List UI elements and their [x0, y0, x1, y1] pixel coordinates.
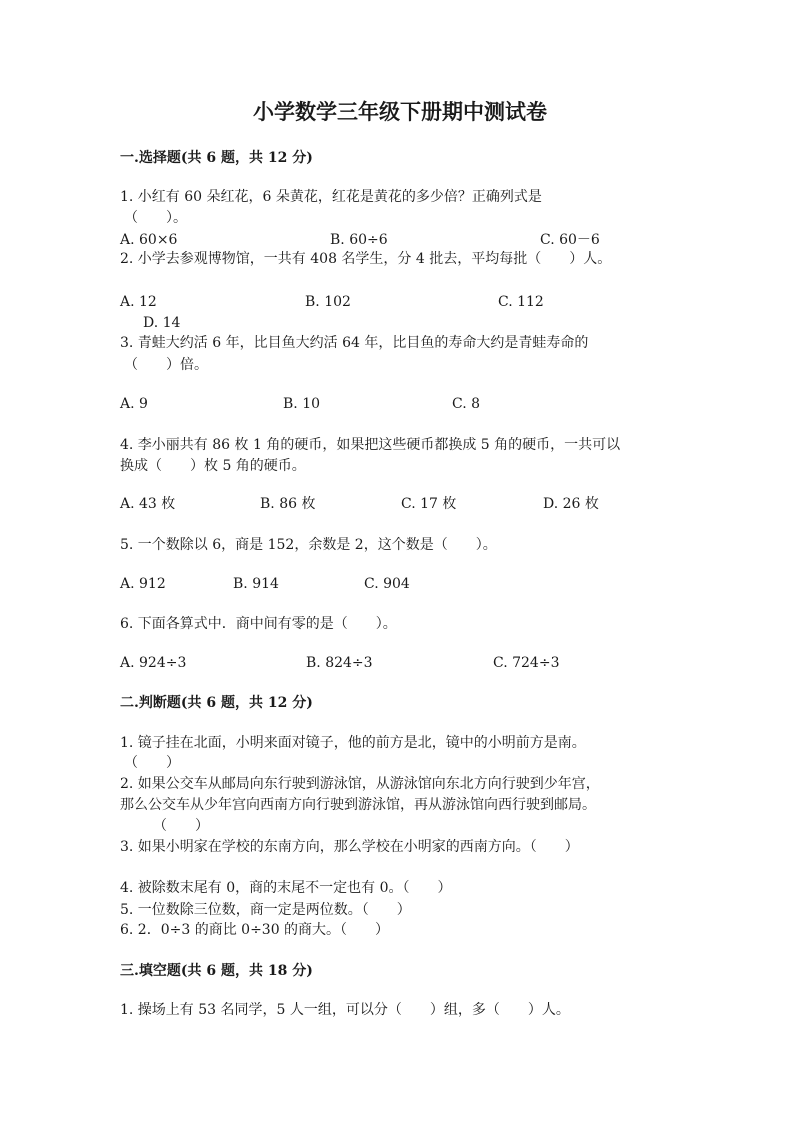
question-line: 3. 如果小明家在学校的东南方向，那么学校在小明家的西南方向。（ ） — [120, 839, 579, 855]
section-heading-choice: 一.选择题(共 6 题，共 12 分) — [120, 150, 313, 166]
question-line: 那么公交车从少年宫向西南方向行驶到游泳馆，再从游泳馆向西行驶到邮局。 — [120, 797, 596, 813]
question-line: 1. 操场上有 53 名同学，5 人一组，可以分（ ）组，多（ ）人。 — [120, 1002, 570, 1018]
option-a: A. 43 枚 — [120, 496, 176, 512]
option-b: B. 60÷6 — [330, 232, 388, 248]
option-a: A. 9 — [120, 396, 148, 412]
page-title: 小学数学三年级下册期中测试卷 — [253, 99, 547, 124]
option-a: A. 12 — [120, 294, 157, 310]
question-line: 5. 一个数除以 6，商是 152，余数是 2，这个数是（ ）。 — [120, 537, 497, 553]
option-b: B. 86 枚 — [260, 496, 316, 512]
option-b: B. 102 — [305, 294, 351, 310]
option-c: C. 112 — [498, 294, 544, 310]
option-b: B. 914 — [233, 576, 279, 592]
option-a: A. 60×6 — [120, 232, 178, 248]
question-line: 1. 镜子挂在北面，小明来面对镜子，他的前方是北，镜中的小明前方是南。 — [120, 735, 586, 751]
section-heading-judge: 二.判断题(共 6 题，共 12 分) — [120, 695, 313, 711]
question-line: 6. 下面各算式中．商中间有零的是（ ）。 — [120, 616, 397, 632]
option-d: D. 26 枚 — [543, 496, 599, 512]
question-line: 1. 小红有 60 朵红花，6 朵黄花，红花是黄花的多少倍？正确列式是 — [120, 189, 542, 205]
section-heading-fill: 三.填空题(共 6 题，共 18 分) — [120, 963, 313, 979]
option-b: B. 824÷3 — [306, 655, 373, 671]
question-line: 2. 小学去参观博物馆，一共有 408 名学生，分 4 批去，平均每批（ ）人。 — [120, 251, 612, 267]
question-line: 4. 李小丽共有 86 枚 1 角的硬币，如果把这些硬币都换成 5 角的硬币，一共可以 — [120, 437, 621, 453]
option-b: B. 10 — [283, 396, 321, 412]
option-c: C. 60－6 — [540, 232, 600, 248]
question-line: 6. 2．0÷3 的商比 0÷30 的商大。（ ） — [120, 922, 390, 938]
option-a: A. 924÷3 — [120, 655, 187, 671]
question-line: （ ）。 — [124, 210, 187, 226]
question-line: 3. 青蛙大约活 6 年，比目鱼大约活 64 年，比目鱼的寿命大约是青蛙寿命的 — [120, 335, 589, 351]
question-line: （ ）倍。 — [124, 357, 208, 373]
option-c: C. 17 枚 — [401, 496, 457, 512]
question-line: 5. 一位数除三位数，商一定是两位数。（ ） — [120, 902, 411, 918]
option-c: C. 724÷3 — [493, 655, 560, 671]
option-d: D. 14 — [143, 315, 181, 331]
question-line: 4. 被除数末尾有 0，商的末尾不一定也有 0。（ ） — [120, 880, 452, 896]
option-c: C. 904 — [364, 576, 410, 592]
question-line: （ ） — [153, 818, 209, 834]
question-line: 换成（ ）枚 5 角的硬币。 — [120, 458, 306, 474]
option-a: A. 912 — [120, 576, 166, 592]
question-line: 2. 如果公交车从邮局向东行驶到游泳馆，从游泳馆向东北方向行驶到少年宫， — [120, 776, 600, 792]
option-c: C. 8 — [452, 396, 481, 412]
question-line: （ ） — [124, 755, 180, 771]
